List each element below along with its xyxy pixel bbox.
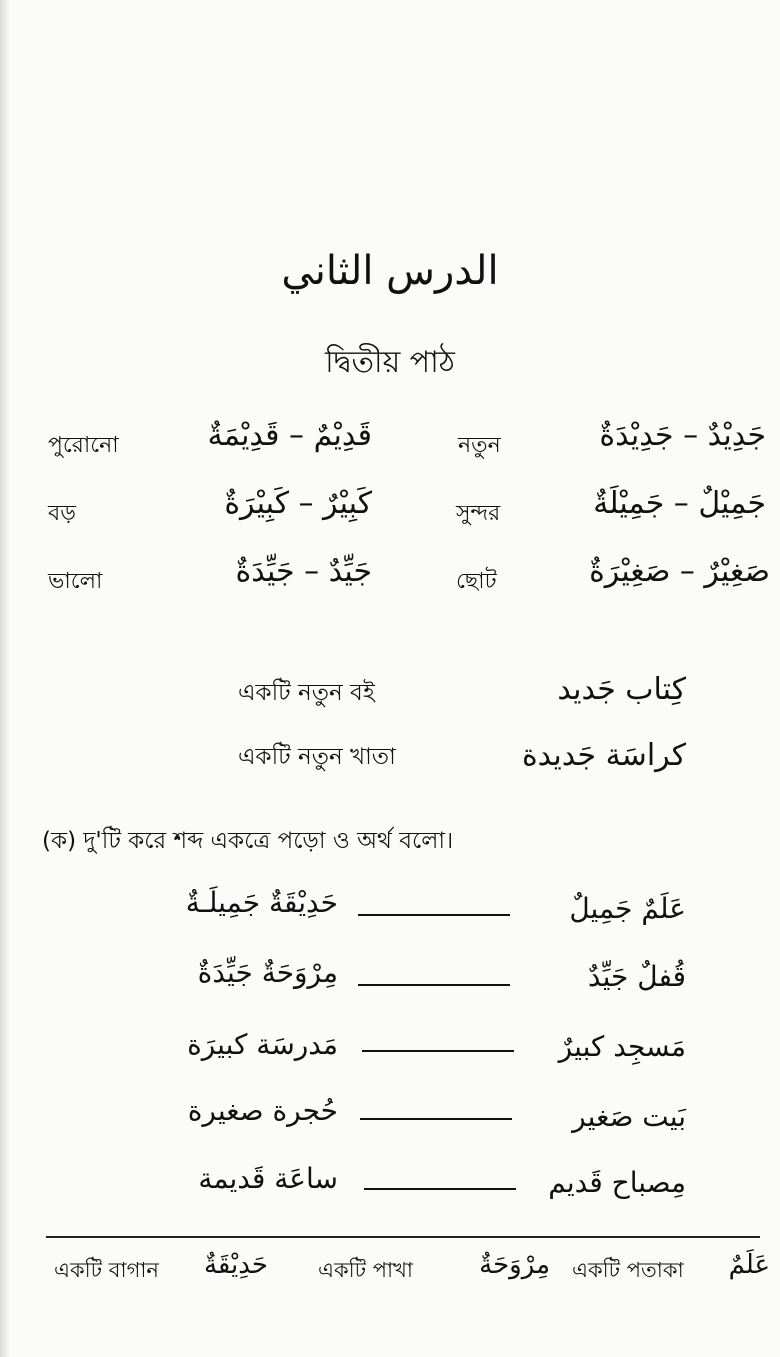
pair-4-right: بَيت صَغير	[572, 1100, 686, 1133]
lesson-title-arabic: الدرس الثاني	[281, 248, 499, 294]
pair-2-left: مِرْوَحَةٌ جَيِّدَةٌ	[197, 956, 338, 989]
phrase-bengali-new-book: একটি নতুন বই	[238, 680, 375, 706]
footnote-bengali-fan: একটি পাখা	[318, 1258, 414, 1282]
pair-1-dash	[358, 914, 510, 916]
vocab-arabic-new: جَدِيْدٌ – جَدِيْدَةٌ	[599, 418, 766, 453]
footnote-divider	[46, 1236, 760, 1238]
pair-3-left: مَدرسَة كبيرَة	[187, 1028, 338, 1061]
pair-4-left: حُجرة صغيرة	[187, 1094, 338, 1127]
lesson-title-bengali: দ্বিতীয় পাঠ	[325, 345, 455, 380]
vocab-bengali-good: ভালো	[48, 569, 103, 594]
vocab-arabic-small: صَغِيْرٌ – صَغِيْرَةٌ	[589, 554, 770, 589]
vocab-bengali-small: ছোট	[456, 569, 497, 594]
vocab-bengali-big: বড়	[48, 501, 76, 526]
pair-4-dash	[360, 1118, 512, 1120]
footnote-bengali-flag: একটি পতাকা	[572, 1258, 684, 1282]
footnote-arabic-garden: حَدِيْقَةٌ	[203, 1250, 268, 1280]
pair-2-right: قُفلٌ جَيِّدٌ	[587, 960, 686, 993]
pair-3-dash	[362, 1050, 514, 1052]
vocab-arabic-beautiful: جَمِيْلٌ – جَمِيْلَةٌ	[593, 486, 766, 521]
vocab-bengali-beautiful: সুন্দর	[456, 501, 501, 526]
exercise-instruction: (ক) দু'টি করে শব্দ একত্রে পড়ো ও অর্থ বলো।	[42, 828, 454, 854]
pair-5-left: ساعَة قَديمة	[198, 1162, 338, 1195]
pair-3-right: مَسجِد كبيرٌ	[558, 1030, 686, 1063]
vocab-bengali-new: নতুন	[458, 433, 501, 458]
pair-2-dash	[358, 984, 510, 986]
pair-5-right: مِصباح قَديم	[548, 1166, 686, 1199]
vocab-arabic-big: كَبِيْرٌ – كَبِيْرَةٌ	[224, 486, 372, 521]
vocab-arabic-good: جَيِّدٌ – جَيِّدَةٌ	[235, 554, 372, 589]
pair-1-right: عَلَمٌ جَمِيلٌ	[569, 892, 686, 925]
phrase-arabic-new-book: كِتاب جَديد	[557, 672, 686, 707]
pair-1-left: حَدِيْقَةٌ جَمِيلَـةٌ	[185, 886, 338, 919]
pair-5-dash	[364, 1188, 516, 1190]
footnote-bengali-garden: একটি বাগান	[54, 1258, 159, 1282]
phrase-arabic-new-notebook: كراسَة جَديدة	[521, 738, 686, 773]
vocab-arabic-old: قَدِيْمٌ – قَدِيْمَةٌ	[207, 418, 372, 453]
phrase-bengali-new-notebook: একটি নতুন খাতা	[238, 744, 396, 770]
vocab-bengali-old: পুরোনো	[48, 433, 119, 458]
footnote-arabic-flag: عَلَمٌ	[728, 1250, 770, 1280]
page-edge-shadow	[0, 0, 10, 1357]
footnote-arabic-fan: مِرْوَحَةٌ	[479, 1250, 550, 1280]
